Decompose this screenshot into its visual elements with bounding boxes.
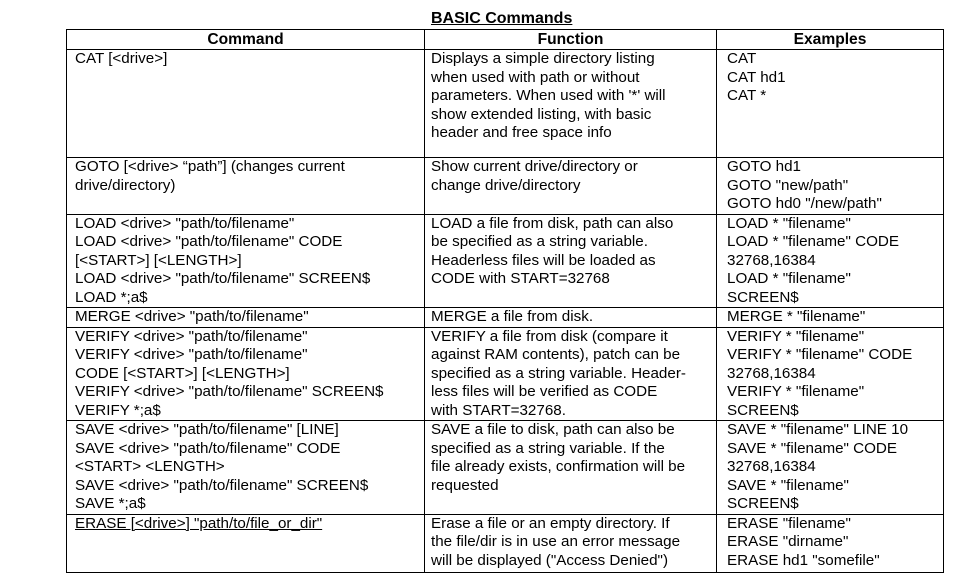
function-line: show extended listing, with basic (431, 105, 652, 123)
table-row (67, 214, 944, 308)
examples-cell (717, 308, 944, 328)
command-line: LOAD <drive> "path/to/filename" SCREEN$ (75, 270, 371, 287)
example-line: VERIFY * "filename" CODE (727, 346, 913, 363)
command-cell (67, 327, 425, 421)
function-line: change drive/directory (431, 176, 581, 194)
example-line: SAVE * "filename" CODE (727, 439, 898, 457)
header-function: Function (425, 30, 717, 50)
function-cell (425, 308, 717, 328)
function-cell (425, 214, 717, 308)
examples-cell (717, 158, 944, 215)
example-line: 32768,16384 (727, 458, 816, 475)
function-line: Displays a simple directory listing (431, 50, 655, 67)
function-line: VERIFY a file from disk (compare it (431, 327, 668, 345)
examples-cell (717, 421, 944, 515)
table-row (67, 308, 944, 328)
function-line: file already exists, confirmation will be (431, 458, 686, 475)
table-row (67, 514, 944, 572)
example-line: SCREEN$ (727, 495, 799, 512)
header-command: Command (67, 30, 425, 50)
function-cell (425, 421, 717, 515)
command-line: VERIFY *;a$ (75, 401, 161, 419)
example-line: ERASE hd1 "somefile" (727, 551, 880, 569)
command-line: VERIFY <drive> "path/to/filename" (75, 346, 308, 363)
example-line: VERIFY * "filename" (727, 327, 865, 345)
command-line: drive/directory) (75, 176, 176, 194)
command-cell (67, 214, 425, 308)
example-line: CAT * (727, 87, 767, 104)
function-cell (425, 514, 717, 572)
examples-cell (717, 327, 944, 421)
function-cell (425, 158, 717, 215)
command-line: SAVE <drive> "path/to/filename" CODE (75, 439, 341, 457)
command-line: CODE [<START>] [<LENGTH>] (75, 364, 290, 382)
function-line: Show current drive/directory or (431, 158, 638, 175)
function-line: parameters. When used with '*' will (431, 87, 666, 104)
example-line: ERASE "filename" (727, 514, 851, 532)
table-row (67, 327, 944, 421)
function-line: LOAD a file from disk, path can also (431, 214, 674, 232)
command-line: MERGE <drive> "path/to/filename" (75, 308, 309, 325)
table-row (67, 158, 944, 215)
function-line: when used with path or without (431, 68, 640, 86)
function-line: specified as a string variable. If the (431, 439, 665, 457)
function-line: specified as a string variable. Header- (431, 364, 686, 382)
function-line: Headerless files will be loaded as (431, 251, 656, 269)
command-cell (67, 50, 425, 158)
command-line: LOAD <drive> "path/to/filename" CODE (75, 233, 343, 250)
command-line: CAT [<drive>] (75, 50, 168, 67)
command-line: [<START>] [<LENGTH>] (75, 251, 242, 269)
command-line: LOAD *;a$ (75, 288, 148, 306)
function-line: be specified as a string variable. (431, 233, 648, 250)
example-line: GOTO "new/path" (727, 176, 849, 194)
table-row (67, 50, 944, 158)
command-cell (67, 421, 425, 515)
function-line: SAVE a file to disk, path can also be (431, 421, 675, 438)
examples-cell (717, 514, 944, 572)
table-header-row (67, 30, 944, 50)
example-line: LOAD * "filename" (727, 270, 851, 287)
command-line: LOAD <drive> "path/to/filename" (75, 214, 295, 232)
function-line: with START=32768. (431, 401, 566, 419)
example-line: SAVE * "filename" LINE 10 (727, 421, 909, 438)
function-line: header and free space info (431, 124, 612, 141)
example-line: 32768,16384 (727, 251, 816, 269)
basic-commands-table (66, 29, 944, 573)
document-title: BASIC Commands (431, 10, 573, 27)
examples-cell (717, 50, 944, 158)
header-examples: Examples (717, 30, 944, 50)
example-line: LOAD * "filename" (727, 214, 851, 232)
function-line: will be displayed ("Access Denied") (431, 551, 669, 569)
command-line: VERIFY <drive> "path/to/filename" (75, 327, 308, 345)
command-line: SAVE <drive> "path/to/filename" SCREEN$ (75, 476, 369, 494)
example-line: SCREEN$ (727, 288, 799, 306)
example-line: SAVE * "filename" (727, 476, 849, 494)
example-line: VERIFY * "filename" (727, 383, 865, 400)
function-line: against RAM contents), patch can be (431, 346, 681, 363)
function-line: CODE with START=32768 (431, 270, 610, 287)
examples-cell (717, 214, 944, 308)
command-cell (67, 158, 425, 215)
function-line: less files will be verified as CODE (431, 383, 658, 400)
function-line: MERGE a file from disk. (431, 308, 594, 325)
example-line: ERASE "dirname" (727, 533, 849, 550)
function-line: the file/dir is in use an error message (431, 533, 681, 550)
function-line: requested (431, 476, 499, 494)
command-line: GOTO [<drive> “path”] (changes current (75, 158, 345, 175)
example-line: MERGE * "filename" (727, 308, 866, 325)
example-line: CAT (727, 50, 757, 67)
command-cell (67, 514, 425, 572)
command-line: VERIFY <drive> "path/to/filename" SCREEN$ (75, 383, 384, 400)
command-line: <START> <LENGTH> (75, 458, 225, 475)
example-line: GOTO hd0 "/new/path" (727, 195, 882, 212)
table-row (67, 421, 944, 515)
command-line: SAVE *;a$ (75, 495, 146, 512)
example-line: SCREEN$ (727, 401, 799, 419)
example-line: 32768,16384 (727, 364, 816, 382)
function-cell (425, 327, 717, 421)
function-cell (425, 50, 717, 158)
command-line: ERASE [<drive>] "path/to/file_or_dir" (75, 514, 323, 532)
command-cell (67, 308, 425, 328)
function-line: Erase a file or an empty directory. If (431, 514, 670, 532)
example-line: LOAD * "filename" CODE (727, 233, 899, 250)
example-line: GOTO hd1 (727, 158, 802, 175)
example-line: CAT hd1 (727, 68, 786, 86)
command-line: SAVE <drive> "path/to/filename" [LINE] (75, 421, 339, 438)
